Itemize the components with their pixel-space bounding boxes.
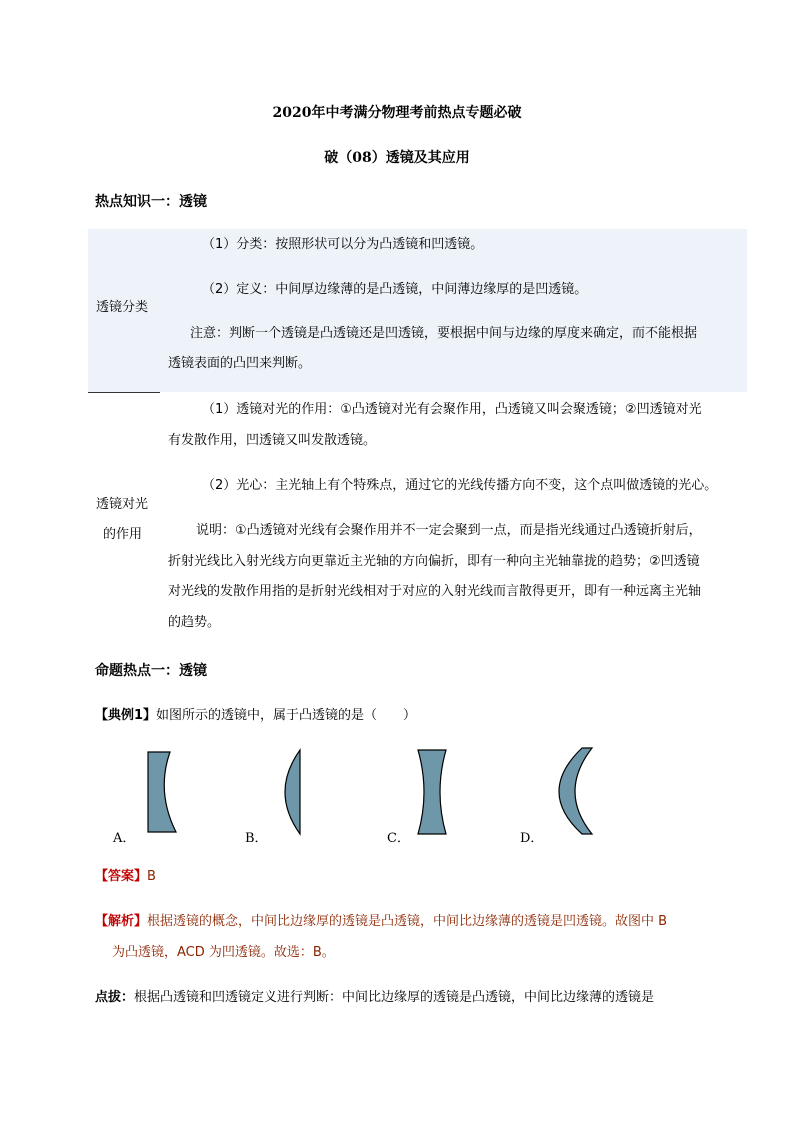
table-row2-line3: （2）光心：主光轴上有个特殊点，通过它的光线传播方向不变，这个点叫做透镜的光心。 xyxy=(202,478,718,493)
page-subtitle: 破（08）透镜及其应用 xyxy=(324,150,470,166)
table-row-divider xyxy=(88,392,160,393)
tip xyxy=(95,986,654,1005)
table-row2-line6: 对光线的发散作用指的是折射光线相对于对应的入射光线而言散得更开，即有一种远离主光轴 xyxy=(168,584,702,599)
section2-heading: 命题热点一：透镜 xyxy=(95,663,207,679)
analysis-tag: 【解析】 xyxy=(95,914,148,929)
lens-c-shape xyxy=(418,750,446,834)
analysis-text-line1: 根据透镜的概念，中间比边缘厚的透镜是凸透镜，中间比边缘薄的透镜是凹透镜。故图中 B xyxy=(147,914,668,929)
lens-b-shape xyxy=(285,750,300,834)
lens-figures xyxy=(100,740,720,850)
table-row2-line4: 说明：①凸透镜对光线有会聚作用并不一定会聚到一点，而是指光线通过凸透镜折射后， xyxy=(196,523,702,538)
analysis-line1 xyxy=(95,910,667,929)
answer-tag: 【答案】 xyxy=(95,869,148,884)
page-title: 2020年中考满分物理考前热点专题必破 xyxy=(272,105,522,121)
lens-a-shape xyxy=(148,752,176,832)
answer-value: B xyxy=(147,869,156,884)
table-row2-line7: 的趋势。 xyxy=(168,615,221,630)
option-c-label: C． xyxy=(387,831,410,846)
option-b-label: B． xyxy=(245,831,268,846)
answer xyxy=(95,865,156,884)
example-question xyxy=(95,704,416,723)
table-row2-line5: 折射光线比入射光线方向更靠近主光轴的方向偏折，即有一种向主光轴靠拢的趋势；②凹透镜 xyxy=(168,554,700,569)
section1-heading: 热点知识一：透镜 xyxy=(95,194,207,210)
table-row2-line2: 有发散作用，凹透镜又叫发散透镜。 xyxy=(168,433,377,448)
tip-tag: 点拔： xyxy=(95,990,135,1005)
example-tag: 【典例1】 xyxy=(95,708,157,723)
example-question-text: 如图所示的透镜中，属于凸透镜的是（ ） xyxy=(156,708,417,723)
table-row2-label-line1: 透镜对光 xyxy=(96,497,149,512)
table-row1-line1: （1）分类：按照形状可以分为凸透镜和凹透镜。 xyxy=(202,237,484,252)
table-row2-label-line2: 的作用 xyxy=(103,527,143,542)
table-row1-line4: 透镜表面的凸凹来判断。 xyxy=(168,356,312,371)
analysis-text-line2: 为凸透镜，ACD 为凹透镜。故选：B。 xyxy=(112,945,335,960)
table-row1-line3: 注意：判断一个透镜是凸透镜还是凹透镜，要根据中间与边缘的厚度来确定，而不能根据 xyxy=(190,326,698,341)
option-d-label: D． xyxy=(520,831,544,846)
lens-d-shape xyxy=(559,748,592,834)
table-row1-label: 透镜分类 xyxy=(96,300,149,315)
option-a-label: A． xyxy=(113,831,136,846)
table-row2-line1: （1）透镜对光的作用：①凸透镜对光有会聚作用，凸透镜又叫会聚透镜；②凹透镜对光 xyxy=(202,402,702,417)
tip-text: 根据凸透镜和凹透镜定义进行判断：中间比边缘厚的透镜是凸透镜，中间比边缘薄的透镜是 xyxy=(134,990,655,1005)
table-row1-line2: （2）定义：中间厚边缘薄的是凸透镜，中间薄边缘厚的是凹透镜。 xyxy=(202,282,588,297)
